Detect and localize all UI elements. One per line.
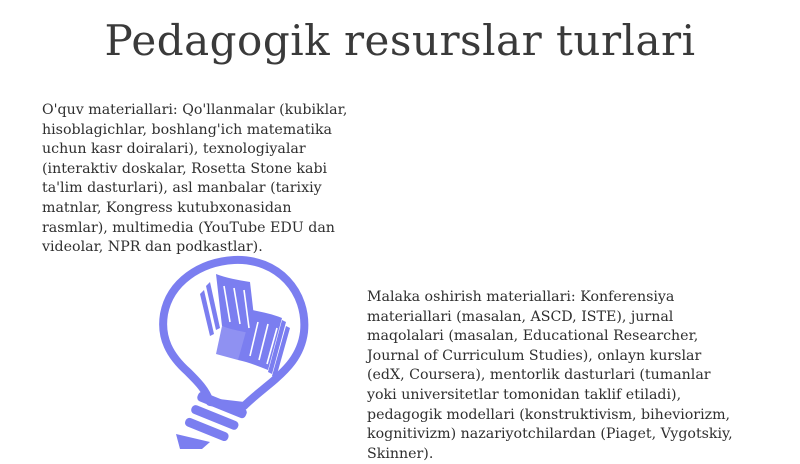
- slide-title: Pedagogik resurslar turlari: [104, 16, 696, 65]
- lightbulb-book-icon: [140, 252, 310, 449]
- bulb-base: [176, 391, 248, 449]
- teaching-materials-text: O'quv materiallari: Qo'llanmalar (kubiklar, hisoblagichlar, boshlang'ich matematika uchun kasr doiralari), texnologiyalar (interaktiv doskalar, Rosetta Stone kabi ta'lim dasturlari), asl manbalar (tarixiy matnlar, Kongress kutubxonasidan rasmlar), multimedia (YouTube EDU dan videolar, NPR dan podkastlar).: [42, 102, 348, 256]
- book-icon: [200, 274, 290, 378]
- professional-development-text: Malaka oshirish materiallari: Konferensiya materiallari (masalan, ASCD, ISTE), jurnal maqolalari (masalan, Educational Researcher, Journal of Curriculum Studies), onlayn kurslar (edX, Coursera), mentorlik dasturlari (tumanlar yoki universitetlar tomonidan taklif etiladi), pedagogik modellari (konstruktivism, biheviorizm, kognitivizm) nazariyotchilardan (Piaget, Vygotskiy, Skinner).: [367, 289, 733, 462]
